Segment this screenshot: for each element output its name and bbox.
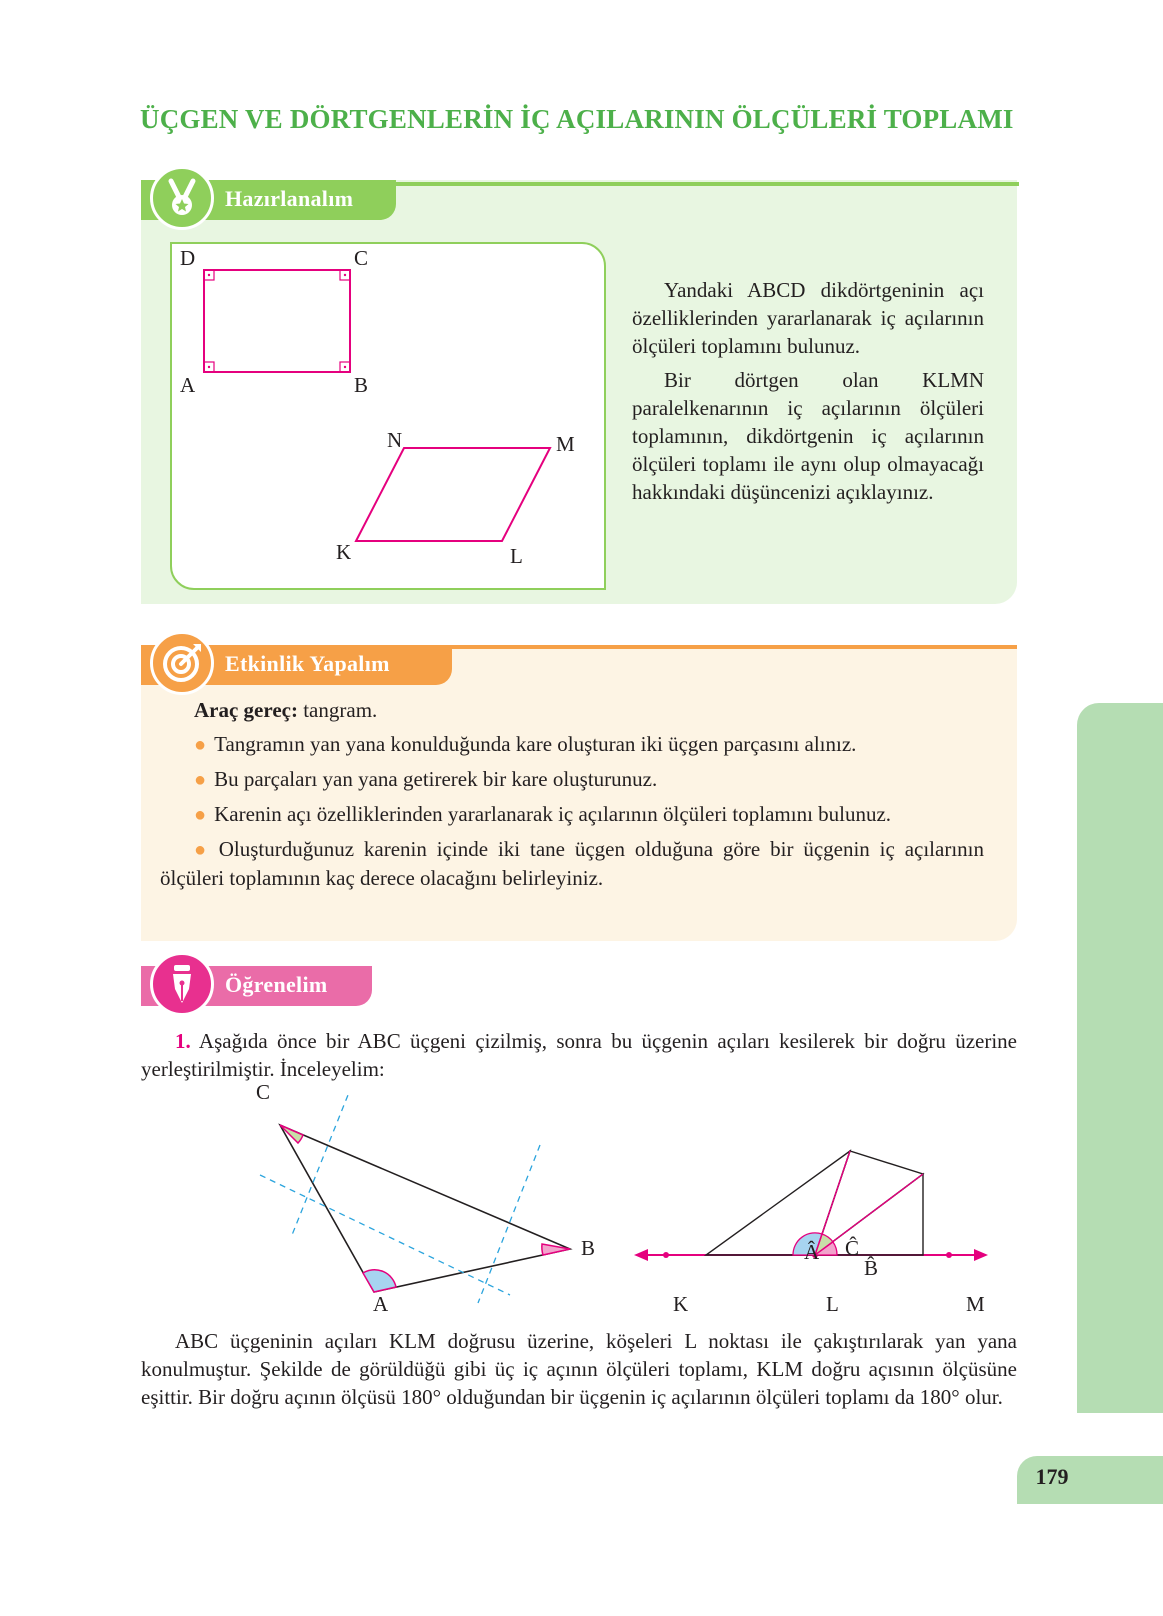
side-tab [1077,703,1163,1413]
materials-line [160,696,984,724]
label-c-hat: Ĉ [845,1236,860,1260]
paragraph: Yandaki ABCD dikdörtgeninin açı özelliklerinden yararlanarak iç açılarının ölçüleri toplamını bulunuz. [632,278,984,358]
angles-figure [240,1095,1020,1325]
point-k [663,1252,669,1258]
conclusion-paragraph [141,1327,1017,1411]
label-b: B [581,1236,596,1260]
bullet-text: Tangramın yan yana konulduğunda kare oluşturan iki üçgen parçasını alınız. [214,732,857,756]
bullet-text: Karenin açı özelliklerinden yararlanarak iç açılarının ölçüleri toplamını bulunuz. [214,802,892,826]
bullet-icon: ● [194,769,207,791]
paragraph: Bir dörtgen olan KLMN paralelkenarının iç açılarının ölçüleri toplamının, dikdörtgenin iç açılarının ölçüleri toplamı ile aynı olup olmayacağı hakkındaki düşüncenizi açıklayınız. [632,368,984,504]
figure-box [170,242,606,590]
label-k: K [336,540,352,564]
cut-line [478,1145,540,1303]
list-item [160,765,984,794]
label-m: M [966,1292,985,1316]
pen-nib-icon [150,952,214,1016]
rectangle-abcd [204,270,350,372]
point-m [946,1252,952,1258]
label-a: A [180,373,196,397]
label-n: N [387,428,403,452]
label-b-hat: B̂ [864,1256,879,1280]
bullet-icon: ● [194,839,211,861]
etkinlik-heading: Etkinlik Yapalım [141,645,452,685]
conclusion-text: ABC üçgeninin açıları KLM doğrusu üzerine, köşeleri L noktası ile çakıştırılarak yan yana konulmuştur. Şekilde de görüldüğü gibi üç iç açının ölçüleri toplamı, KLM doğru açısının ölçüsüne eşittir. Bir doğru açının ölçüsü 180° olduğundan bir üçgenin iç açılarının ölçüleri toplamı da 180° olur. [141,1329,1017,1409]
angle-b-arc [542,1244,570,1255]
label-d: D [180,246,196,270]
list-item [160,835,984,892]
item-paragraph [141,1027,1017,1083]
bullet-icon: ● [194,804,207,826]
triangle-abc [280,1125,570,1292]
list-item [160,800,984,829]
label-a: A [373,1292,389,1316]
label-m: M [556,432,575,456]
label-l: L [826,1292,839,1316]
item-text: Aşağıda önce bir ABC üçgeni çizilmiş, sonra bu üçgenin açıları kesilerek bir doğru üzerine yerleştirilmiştir. İnceleyelim: [141,1029,1017,1081]
label-b: B [354,373,369,397]
bullet-text: Oluşturduğunuz karenin içinde iki tane üçgen olduğuna göre bir üçgenin iç açılarının ölçüleri toplamının kaç derece olacağını belirleyiniz. [160,837,984,890]
bullet-icon: ● [194,734,207,756]
target-icon [150,631,214,695]
materials-value: tangram. [303,698,378,722]
hazirlanalim-text [632,276,984,512]
label-l: L [510,544,523,568]
item-number: 1. [175,1029,191,1053]
list-item [160,730,984,759]
materials-label: Araç gereç: [194,698,298,722]
bullet-text: Bu parçaları yan yana getirerek bir kare oluşturunuz. [214,767,658,791]
label-c: C [354,246,369,270]
etkinlik-text [160,696,984,898]
parallelogram-klmn [356,448,550,541]
angle-a-arc [363,1270,396,1292]
ogrenelim-heading: Öğrenelim [141,966,372,1006]
section-divider [450,645,1017,649]
arrow-right-icon [974,1249,988,1261]
section-divider [395,182,1019,186]
page-number: 179 [1035,1464,1069,1489]
medal-icon [150,166,214,230]
label-a-hat: Â [804,1240,820,1264]
label-k: K [673,1292,689,1316]
page-title: ÜÇGEN VE DÖRTGENLERİN İÇ AÇILARININ ÖLÇÜLERİ TOPLAMI [140,104,1014,134]
arrow-left-icon [634,1249,648,1261]
angle-c-arc [280,1125,303,1143]
hazirlanalim-heading: Hazırlanalım [141,180,396,220]
label-c: C [256,1080,271,1104]
cut-line [292,1095,352,1235]
